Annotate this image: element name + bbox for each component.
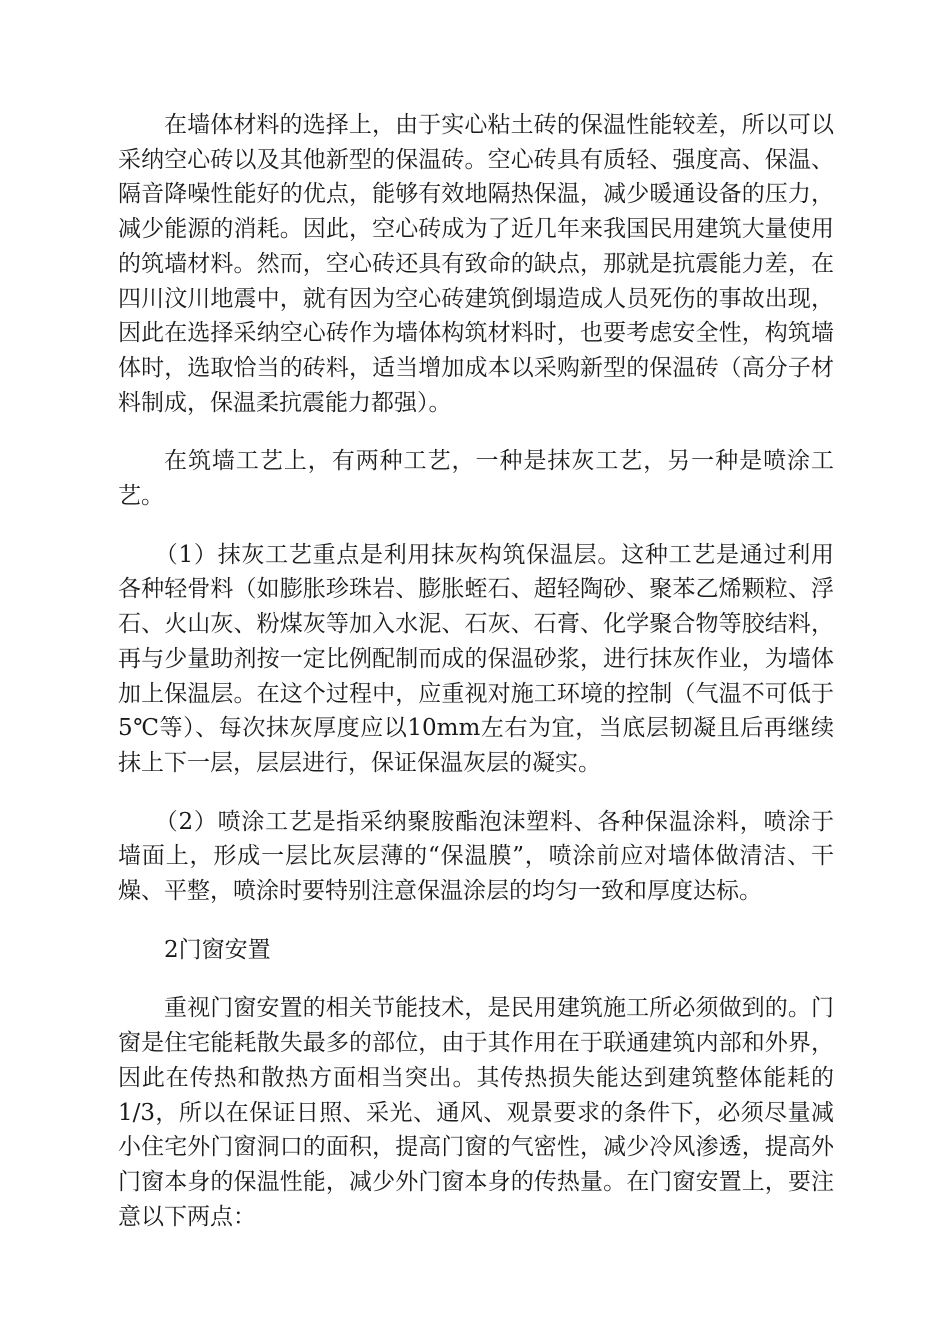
section-heading-doors-windows: 2门窗安置 xyxy=(164,936,271,963)
paragraph-doors-windows: 重视门窗安置的相关节能技术，是民用建筑施工所必须做到的。门窗是住宅能耗散失最多的部位，由于其作用在于联通建筑内部和外界，因此在传热和散热方面相当突出。其传热损失能达到建筑整体能耗的1/3，所以在保证日照、采光、通风、观景要求的条件下，必须尽量减小住宅外门窗洞口的面积，提高门窗的气密性，减少冷风渗透，提高外门窗本身的保温性能，减少外门窗本身的传热量。在门窗安置上，要注意以下两点： xyxy=(118,995,834,1230)
document-body xyxy=(118,108,834,1258)
paragraph-plastering-process: （1）抹灰工艺重点是利用抹灰构筑保温层。这种工艺是通过利用各种轻骨料（如膨胀珍珠岩、膨胀蛭石、超轻陶砂、聚苯乙烯颗粒、浮石、火山灰、粉煤灰等加入水泥、石灰、石膏、化学聚合物等胶结料，再与少量助剂按一定比例配制而成的保温砂浆，进行抹灰作业，为墙体加上保温层。在这个过程中，应重视对施工环境的控制（气温不可低于5℃等）、每次抹灰厚度应以10mm左右为宜，当底层韧凝且后再继续抹上下一层，层层进行，保证保温灰层的凝实。 xyxy=(118,541,834,776)
paragraph-wall-materials: 在墙体材料的选择上，由于实心粘土砖的保温性能较差，所以可以采纳空心砖以及其他新型的保温砖。空心砖具有质轻、强度高、保温、隔音降噪性能好的优点，能够有效地隔热保温，减少暖通设备的压力，减少能源的消耗。因此，空心砖成为了近几年来我国民用建筑大量使用的筑墙材料。然而，空心砖还具有致命的缺点，那就是抗震能力差，在四川汶川地震中，就有因为空心砖建筑倒塌造成人员死伤的事故出现，因此在选择采纳空心砖作为墙体构筑材料时，也要考虑安全性，构筑墙体时，选取恰当的砖料，适当增加成本以采购新型的保温砖（高分子材料制成，保温柔抗震能力都强）。 xyxy=(118,112,834,416)
paragraph-wall-techniques: 在筑墙工艺上，有两种工艺，一种是抹灰工艺，另一种是喷涂工艺。 xyxy=(118,448,834,510)
paragraph-spraying-process: （2）喷涂工艺是指采纳聚胺酯泡沫塑料、各种保温涂料，喷涂于墙面上，形成一层比灰层薄的“保温膜”，喷涂前应对墙体做清洁、干燥、平整，喷涂时要特别注意保温涂层的均匀一致和厚度达标。 xyxy=(118,808,834,905)
